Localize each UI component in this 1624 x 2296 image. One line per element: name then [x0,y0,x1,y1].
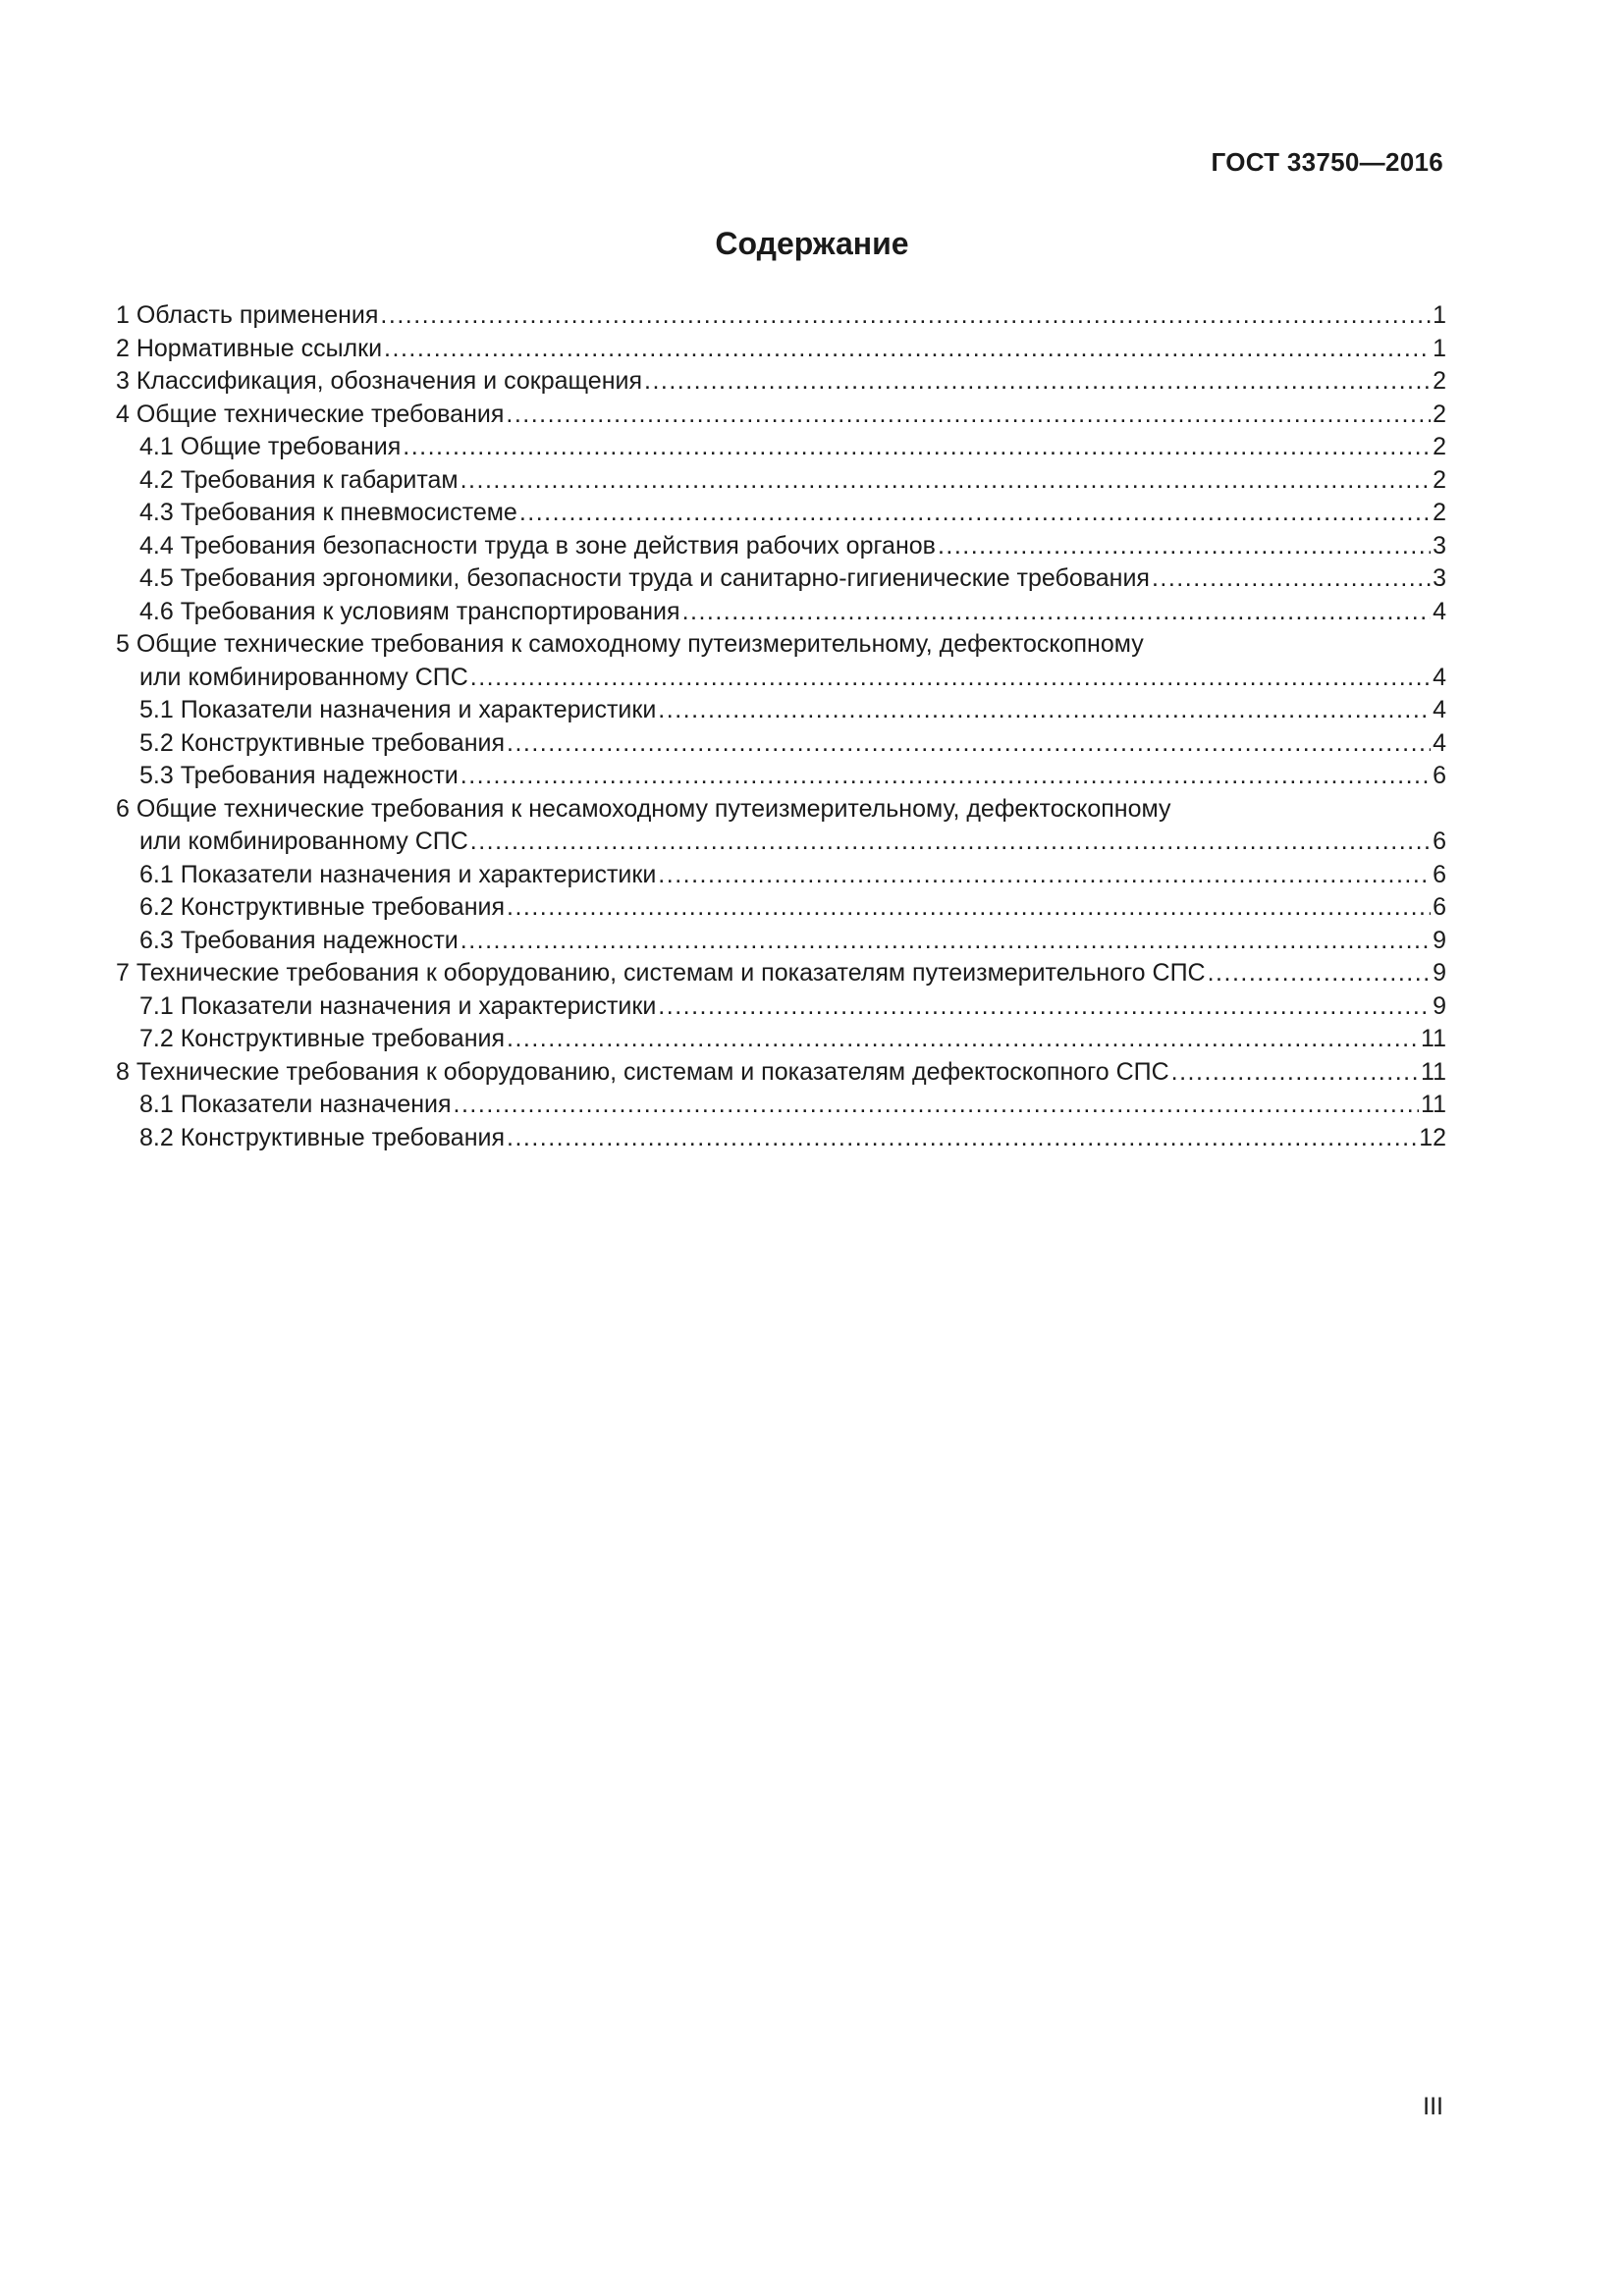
toc-entry [116,760,1446,793]
toc-entry-page: 3 [1433,531,1446,560]
toc-dot-leader [403,431,1431,464]
toc-entry [116,957,1446,990]
toc-entry-label: 6 Общие технические требования к несамоходному путеизмерительному, дефектоскопному [116,794,1171,823]
toc-dot-leader [507,891,1431,925]
toc-entry [116,464,1446,498]
toc-dot-leader [519,497,1431,530]
toc-entry-page: 12 [1419,1123,1446,1151]
toc-entry-label: 7.2 Конструктивные требования [139,1025,505,1052]
toc-entry [116,1089,1446,1122]
toc-entry-label: 7.1 Показатели назначения и характеристики [139,991,657,1020]
toc-dot-leader [1171,1056,1419,1090]
toc-dot-leader [938,530,1431,563]
toc-dot-leader [507,1023,1419,1056]
toc-entry-label: 4.5 Требования эргономики, безопасности труда и санитарно-гигиенические требования [139,564,1150,592]
toc-entry-page: 2 [1433,465,1446,494]
toc-entry [116,1023,1446,1056]
toc-entry [116,859,1446,892]
toc-entry-label: 6.2 Конструктивные требования [139,893,505,921]
toc-dot-leader [1152,562,1431,596]
toc-entry [116,1122,1446,1155]
toc-entry-label: 5.3 Требования надежности [139,762,459,789]
toc-dot-leader [470,826,1431,859]
toc-entry-continuation: или комбинированному СПС [139,663,468,691]
toc-dot-leader [460,925,1431,958]
toc-dot-leader [658,990,1431,1024]
toc-entry-label: 5.2 Конструктивные требования [139,728,505,757]
toc-entry-page: 6 [1433,762,1446,789]
toc-entry-label: 7 Технические требования к оборудованию, системам и показателям путеизмерительного СПС [116,959,1206,987]
toc-entry-page: 1 [1433,301,1446,329]
toc-dot-leader [380,299,1431,333]
toc-entry [116,497,1446,530]
toc-entry-page: 2 [1433,400,1446,428]
toc-dot-leader [1208,957,1431,990]
toc-entry-label: 4.2 Требования к габаритам [139,465,459,494]
toc-entry-label: 6.1 Показатели назначения и характеристики [139,860,657,888]
toc-entry-page: 4 [1433,597,1446,625]
toc-entry-page: 3 [1433,564,1446,592]
toc-title: Содержание [715,226,909,261]
toc-entry-page: 4 [1433,663,1446,691]
toc-dot-leader [658,859,1431,892]
toc-entry [116,333,1446,366]
toc-dot-leader [460,760,1431,793]
toc-entry [116,530,1446,563]
toc-entry-label: 6.3 Требования надежности [139,926,459,954]
toc-entry [116,694,1446,727]
toc-entry-label: 8.2 Конструктивные требования [139,1123,505,1151]
toc-entry-page: 2 [1433,499,1446,526]
toc-dot-leader [658,694,1431,727]
toc-entry [116,562,1446,596]
toc-entry-label: 8.1 Показатели назначения [139,1091,452,1118]
toc-entry-page: 2 [1433,433,1446,460]
toc-entry [116,662,1446,695]
toc-dot-leader [460,464,1431,498]
toc-entry-page: 11 [1421,1025,1446,1052]
toc-entry [116,365,1446,399]
toc-dot-leader [506,399,1431,432]
toc-entry-page: 6 [1433,893,1446,921]
toc-dot-leader [507,1122,1417,1155]
toc-entry-label: 5 Общие технические требования к самоходному путеизмерительному, дефектоскопному [116,630,1144,658]
toc-entry [116,826,1446,859]
toc-entry-page: 11 [1421,1091,1446,1118]
toc-entry-label: 4 Общие технические требования [116,400,505,428]
toc-entry-label: 4.4 Требования безопасности труда в зоне действия рабочих органов [139,531,936,560]
document-code: ГОСТ 33750—2016 [1211,147,1443,177]
toc-entry-label: 4.1 Общие требования [139,433,402,460]
toc-entry-page: 2 [1433,367,1446,395]
toc-entry-label: 5.1 Показатели назначения и характеристики [139,696,657,723]
toc-entry-label: 3 Классификация, обозначения и сокращения [116,367,642,395]
toc-entry [116,727,1446,761]
toc-entry-page: 9 [1433,991,1446,1020]
toc-dot-leader [384,333,1431,366]
toc-entry-page: 9 [1433,926,1446,954]
table-of-contents [116,299,1446,1154]
toc-entry-page: 6 [1433,828,1446,855]
toc-entry [116,431,1446,464]
toc-entry [116,925,1446,958]
toc-entry [116,399,1446,432]
page-number: III [1423,2093,1443,2120]
toc-entry [116,1056,1446,1090]
toc-entry-page: 9 [1433,959,1446,987]
toc-entry-label: 8 Технические требования к оборудованию, системам и показателям дефектоскопного СПС [116,1057,1169,1086]
toc-entry-page: 4 [1433,696,1446,723]
toc-entry-page: 11 [1421,1057,1446,1086]
toc-entry [116,990,1446,1024]
toc-entry [116,891,1446,925]
toc-dot-leader [470,662,1431,695]
toc-entry-label: 2 Нормативные ссылки [116,334,383,362]
toc-entry-label: 4.3 Требования к пневмосистеме [139,499,517,526]
toc-dot-leader [644,365,1431,399]
toc-entry-label: 1 Область применения [116,301,379,329]
toc-entry-continuation: или комбинированному СПС [139,828,468,855]
toc-entry-page: 4 [1433,728,1446,757]
toc-entry [116,596,1446,629]
toc-dot-leader [682,596,1432,629]
toc-entry [116,299,1446,333]
toc-dot-leader [454,1089,1420,1122]
toc-entry-page: 1 [1433,334,1446,362]
toc-entry-page: 6 [1433,860,1446,888]
toc-dot-leader [507,727,1431,761]
toc-entry-label: 4.6 Требования к условиям транспортирования [139,597,680,625]
